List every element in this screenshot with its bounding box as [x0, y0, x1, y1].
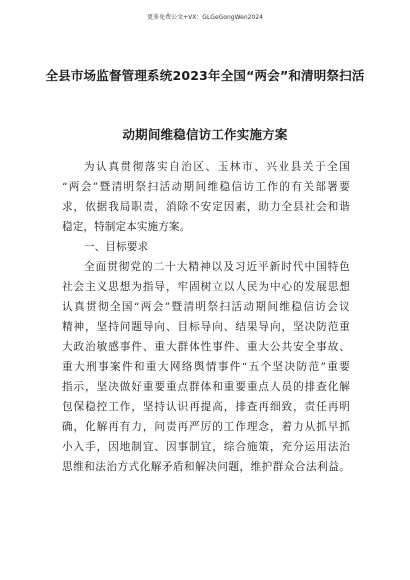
body-line: 社会主义思想为指导，牢固树立以人民为中心的发展思想: [62, 281, 350, 293]
document-title-line-1: 全县市场监督管理系统2023年全国“两会”和清明祭扫活: [45, 68, 365, 83]
header-note: 更多免费公文+VX：GLGeGongWen2024: [147, 14, 263, 21]
document-body: [62, 157, 350, 477]
body-line: 稳定，特制定本实施方案。: [62, 221, 191, 233]
body-line: “两会”暨清明祭扫活动期间维稳信访工作的有关部署要: [62, 181, 350, 193]
body-line: 包保稳控工作，坚持认识再提高，排查再细致，责任再明: [62, 401, 350, 413]
body-line: 为认真贯彻落实自治区、玉林市、兴业县关于全国: [84, 161, 350, 173]
body-line: 认真贯彻全国“两会”暨清明祭扫活动期间维稳信访会议: [62, 301, 350, 313]
body-line: 精神，坚持问题导向、目标导向、结果导向，坚决防范重: [62, 321, 350, 333]
body-line: 指示，坚决做好重要重点群体和重要重点人员的排查化解: [62, 381, 350, 393]
body-line: 小入手，因地制宜、因事制宜，综合施策，充分运用法治: [62, 441, 350, 453]
body-line: 一、目标要求: [84, 241, 149, 253]
body-line: 思维和法治方式化解矛盾和解决问题，维护群众合法利益。: [62, 461, 350, 473]
body-line: 确，化解再有力，问责再严厉的工作理念，着力从抓早抓: [62, 421, 350, 433]
body-line: 大政治敏感事件、重大群体性事件、重大公共安全事故、: [62, 341, 350, 353]
document-title-line-2: 动期间维稳信访工作实施方案: [122, 127, 288, 142]
body-line: 求，依据我局职责，消除不安定因素，助力全县社会和谐: [62, 201, 350, 213]
body-line: 全面贯彻党的二十大精神以及习近平新时代中国特色: [84, 261, 350, 273]
body-line: 重大刑事案件和重大网络舆情事件“五个坚决防范”重要: [62, 361, 350, 373]
